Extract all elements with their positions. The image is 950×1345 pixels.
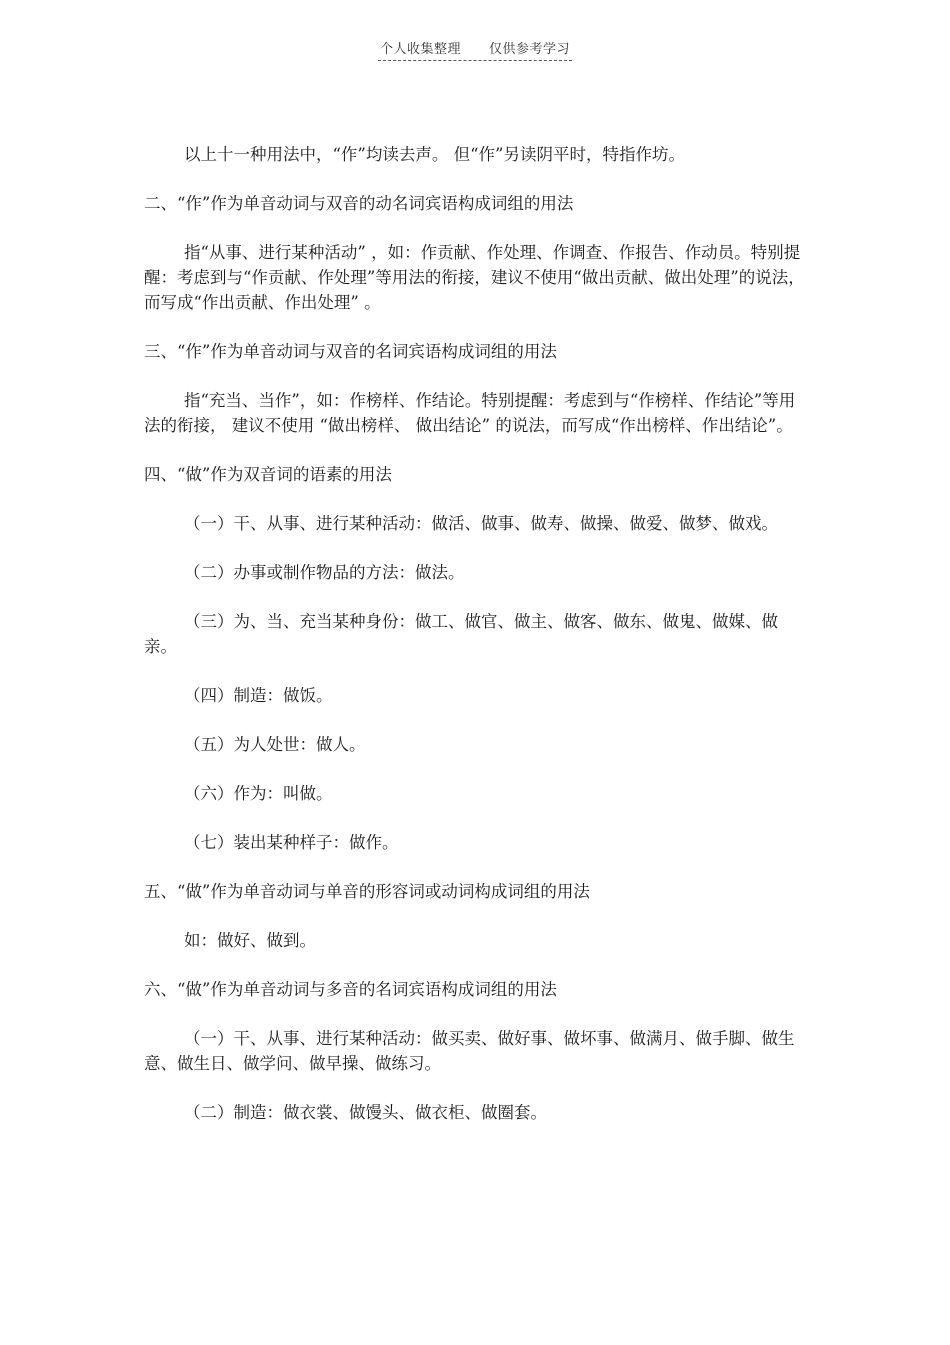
header-left: 个人收集整理: [379, 42, 461, 57]
list-item-4-3: （三）为、当、充当某种身份：做工、做官、做主、做客、做东、做鬼、做媒、做亲。: [144, 612, 778, 656]
list-item-4-6: （六）作为：叫做。: [184, 784, 333, 803]
paragraph-3: 指“充当、当作”，如：作榜样、作结论。特别提醒：考虑到与“作榜样、作结论”等用法的衔接， 建议不使用 “做出榜样、 做出结论” 的说法，而写成“作出榜样、作出结论”。: [144, 391, 796, 435]
list-item-4-2: （二）办事或制作物品的方法：做法。: [184, 563, 465, 582]
list-item-4-1: （一）干、从事、进行某种活动：做活、做事、做寿、做操、做爱、做梦、做戏。: [184, 514, 778, 533]
list-item-6-1: （一）干、从事、进行某种活动：做买卖、做好事、做坏事、做满月、做手脚、做生意、做生日、做学问、做早操、做练习。: [144, 1029, 795, 1073]
section-heading-3: 三、“作”作为单音动词与双音的名词宾语构成词组的用法: [144, 342, 557, 361]
paragraph-5: 如：做好、做到。: [184, 931, 316, 950]
paragraph-1: 以上十一种用法中，“作”均读去声。 但“作”另读阴平时，特指作坊。: [184, 145, 685, 164]
list-item-6-2: （二）制造：做衣裳、做馒头、做衣柜、做圈套。: [184, 1103, 547, 1122]
list-item-4-4: （四）制造：做饭。: [184, 686, 333, 705]
section-heading-4: 四、“做”作为双音词的语素的用法: [144, 465, 392, 484]
header-text: [378, 38, 572, 61]
list-item-4-7: （七）装出某种样子：做作。: [184, 833, 399, 852]
header-right: 仅供参考学习: [489, 42, 571, 57]
page-header: [0, 38, 950, 61]
section-heading-2: 二、“作”作为单音动词与双音的动名词宾语构成词组的用法: [144, 194, 574, 213]
paragraph-2: 指“从事、进行某种活动” ，如：作贡献、作处理、作调查、作报告、作动员。特别提醒：考虑到与“作贡献、作处理”等用法的衔接，建议不使用“做出贡献、做出处理”的说法，而写成“作出贡献、作出处理” 。: [144, 243, 805, 312]
list-item-4-5: （五）为人处世：做人。: [184, 735, 366, 754]
section-heading-6: 六、“做”作为单音动词与多音的名词宾语构成词组的用法: [144, 980, 557, 999]
document-body: [144, 142, 810, 1125]
section-heading-5: 五、“做”作为单音动词与单音的形容词或动词构成词组的用法: [144, 882, 590, 901]
